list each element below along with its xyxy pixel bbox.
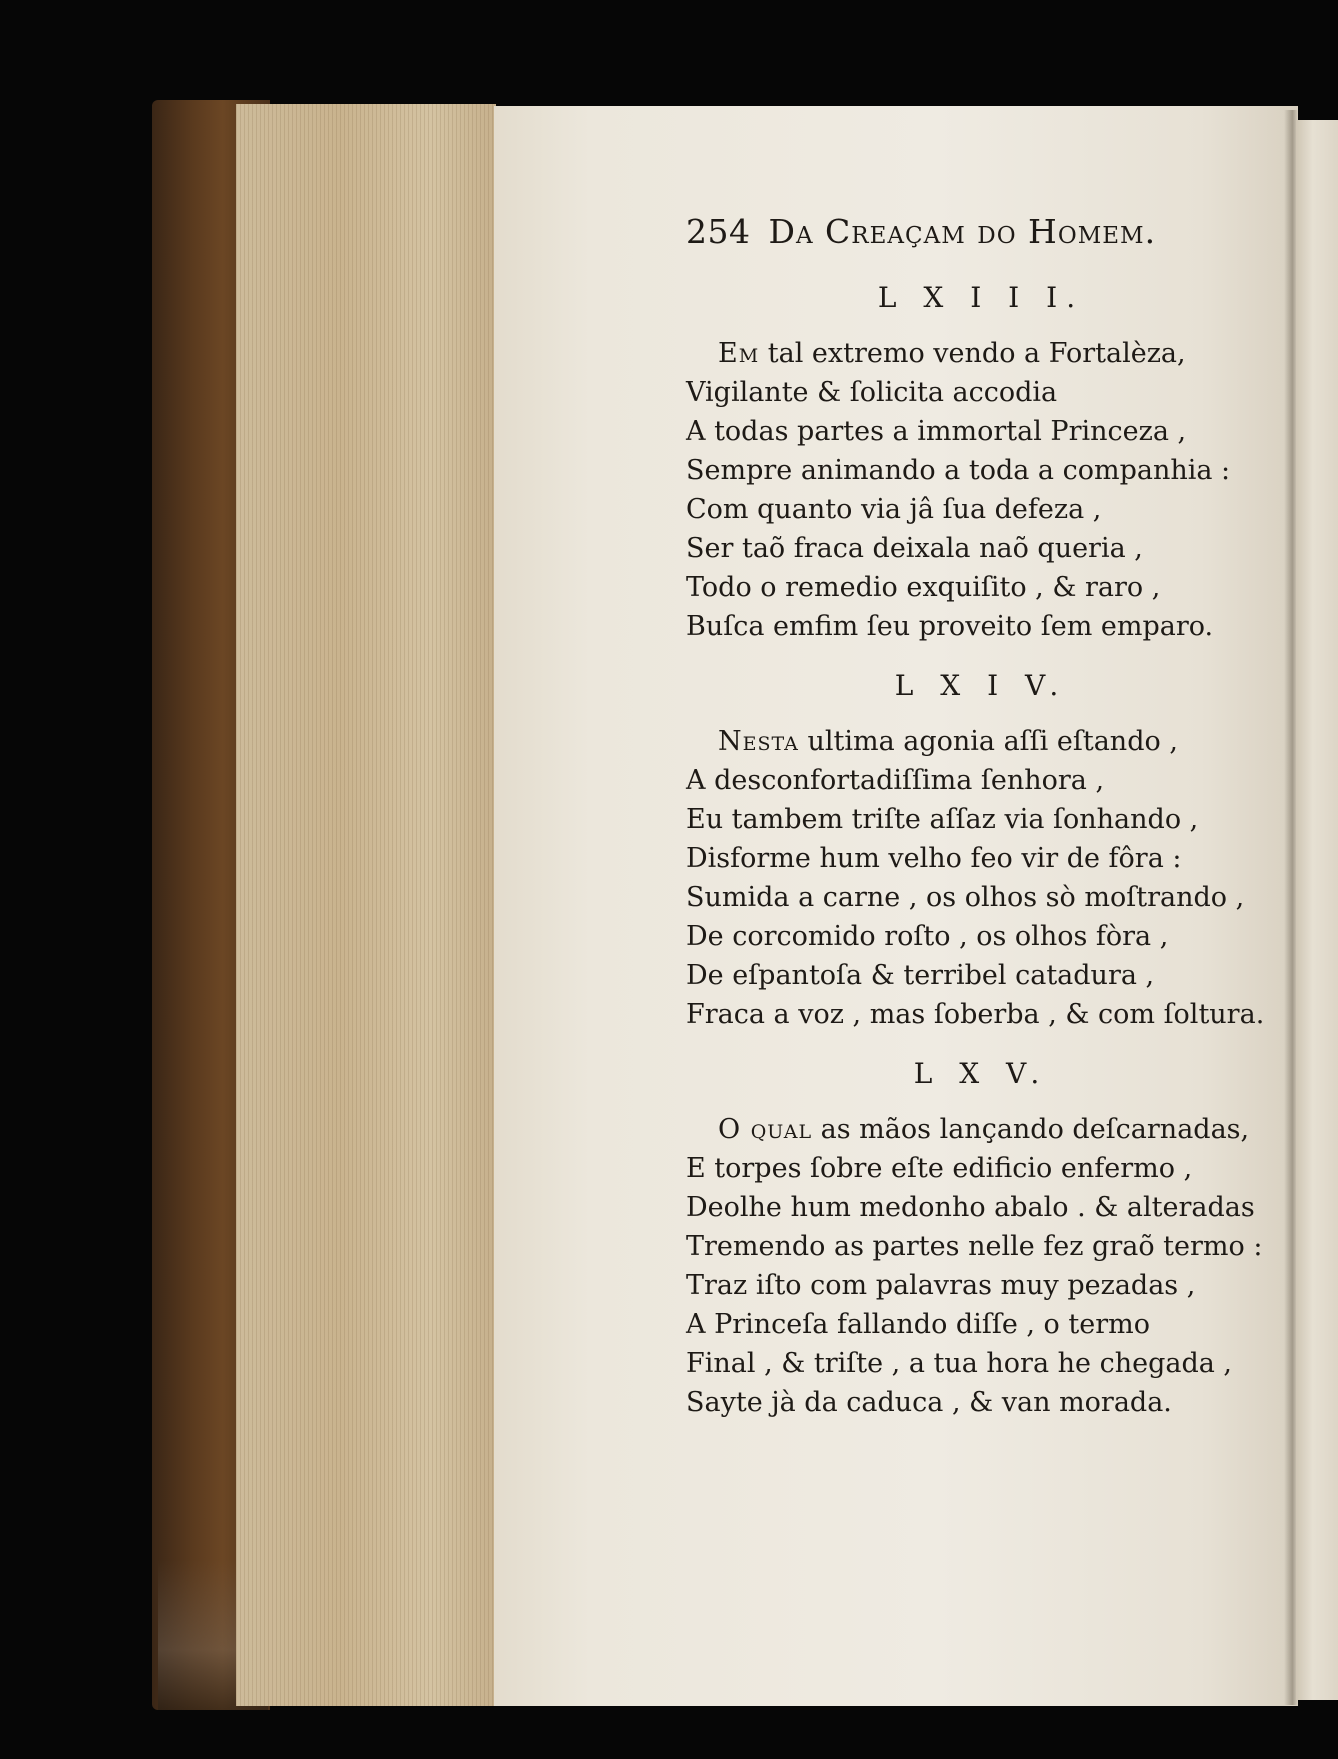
stanza-numeral: L X V. bbox=[913, 1057, 1049, 1090]
verse-line: A Princeſa fallando diſſe , o termo bbox=[686, 1309, 1150, 1340]
verse-line: Todo o remedio exquiſito , & raro , bbox=[686, 572, 1161, 603]
facing-page-edge bbox=[1296, 120, 1338, 1700]
verse-line bbox=[686, 1110, 1256, 1149]
verse-line: Sempre animando a toda a companhia : bbox=[686, 455, 1231, 486]
verse-line: Final , & triſte , a tua hora he chegada , bbox=[686, 1348, 1233, 1379]
verse-line: A desconfortadiſſima ſenhora , bbox=[686, 765, 1105, 796]
stanza-numeral: L X I I I. bbox=[877, 281, 1085, 314]
verse-line: Buſca emfim ſeu proveito ſem emparo. bbox=[686, 611, 1214, 642]
verse-text: as mãos lançando deſcarnadas, bbox=[812, 1114, 1250, 1145]
verse-line: Vigilante & ſolicita accodia bbox=[686, 377, 1058, 408]
verse-line: De corcomido roſto , os olhos fòra , bbox=[686, 921, 1169, 952]
verse-text: ultima agonia aſſi eſtando , bbox=[798, 726, 1178, 757]
verse-line: Com quanto via jâ ſua defeza , bbox=[686, 494, 1102, 525]
verse-lead: Em bbox=[718, 338, 760, 369]
stanza bbox=[686, 722, 1265, 1034]
stanza bbox=[686, 334, 1256, 646]
verse-line: Eu tambem triſte aſſaz via ſonhando , bbox=[686, 804, 1199, 835]
verse-lead: O qual bbox=[718, 1114, 813, 1145]
verse-line bbox=[686, 722, 1256, 761]
verse-line: E torpes ſobre eſte edificio enfermo , bbox=[686, 1153, 1193, 1184]
verse-line: Sayte jà da caduca , & van morada. bbox=[686, 1387, 1172, 1418]
verse-line: Deolhe hum medonho abalo . & alteradas bbox=[686, 1192, 1255, 1223]
stanza-numeral: L X I V. bbox=[894, 669, 1068, 702]
running-head bbox=[686, 212, 1256, 264]
verse-lead: Nesta bbox=[718, 726, 799, 757]
verse-line bbox=[686, 334, 1256, 373]
verse-line: Tremendo as partes nelle fez graõ termo : bbox=[686, 1231, 1263, 1262]
verse-line: Traz iſto com palavras muy pezadas , bbox=[686, 1270, 1196, 1301]
page-text bbox=[686, 212, 1265, 1436]
verse-line: Ser taõ fraca deixala naõ queria , bbox=[686, 533, 1143, 564]
running-title: Da Creaçam do Homem. bbox=[768, 212, 1157, 251]
verse-line: De eſpantoſa & terribel catadura , bbox=[686, 960, 1155, 991]
page-number: 254 bbox=[686, 212, 751, 251]
verse-text: tal extremo vendo a Fortalèza, bbox=[759, 338, 1186, 369]
verse-line: A todas partes a immortal Princeza , bbox=[686, 416, 1187, 447]
verse-line: Sumida a carne , os olhos sò moſtrando , bbox=[686, 882, 1245, 913]
stanza bbox=[686, 1110, 1263, 1422]
verse-line: Fraca a voz , mas ſoberba , & com ſoltura. bbox=[686, 999, 1265, 1030]
verse-line: Disforme hum velho feo vir de fôra : bbox=[686, 843, 1182, 874]
page-edges bbox=[236, 104, 496, 1706]
